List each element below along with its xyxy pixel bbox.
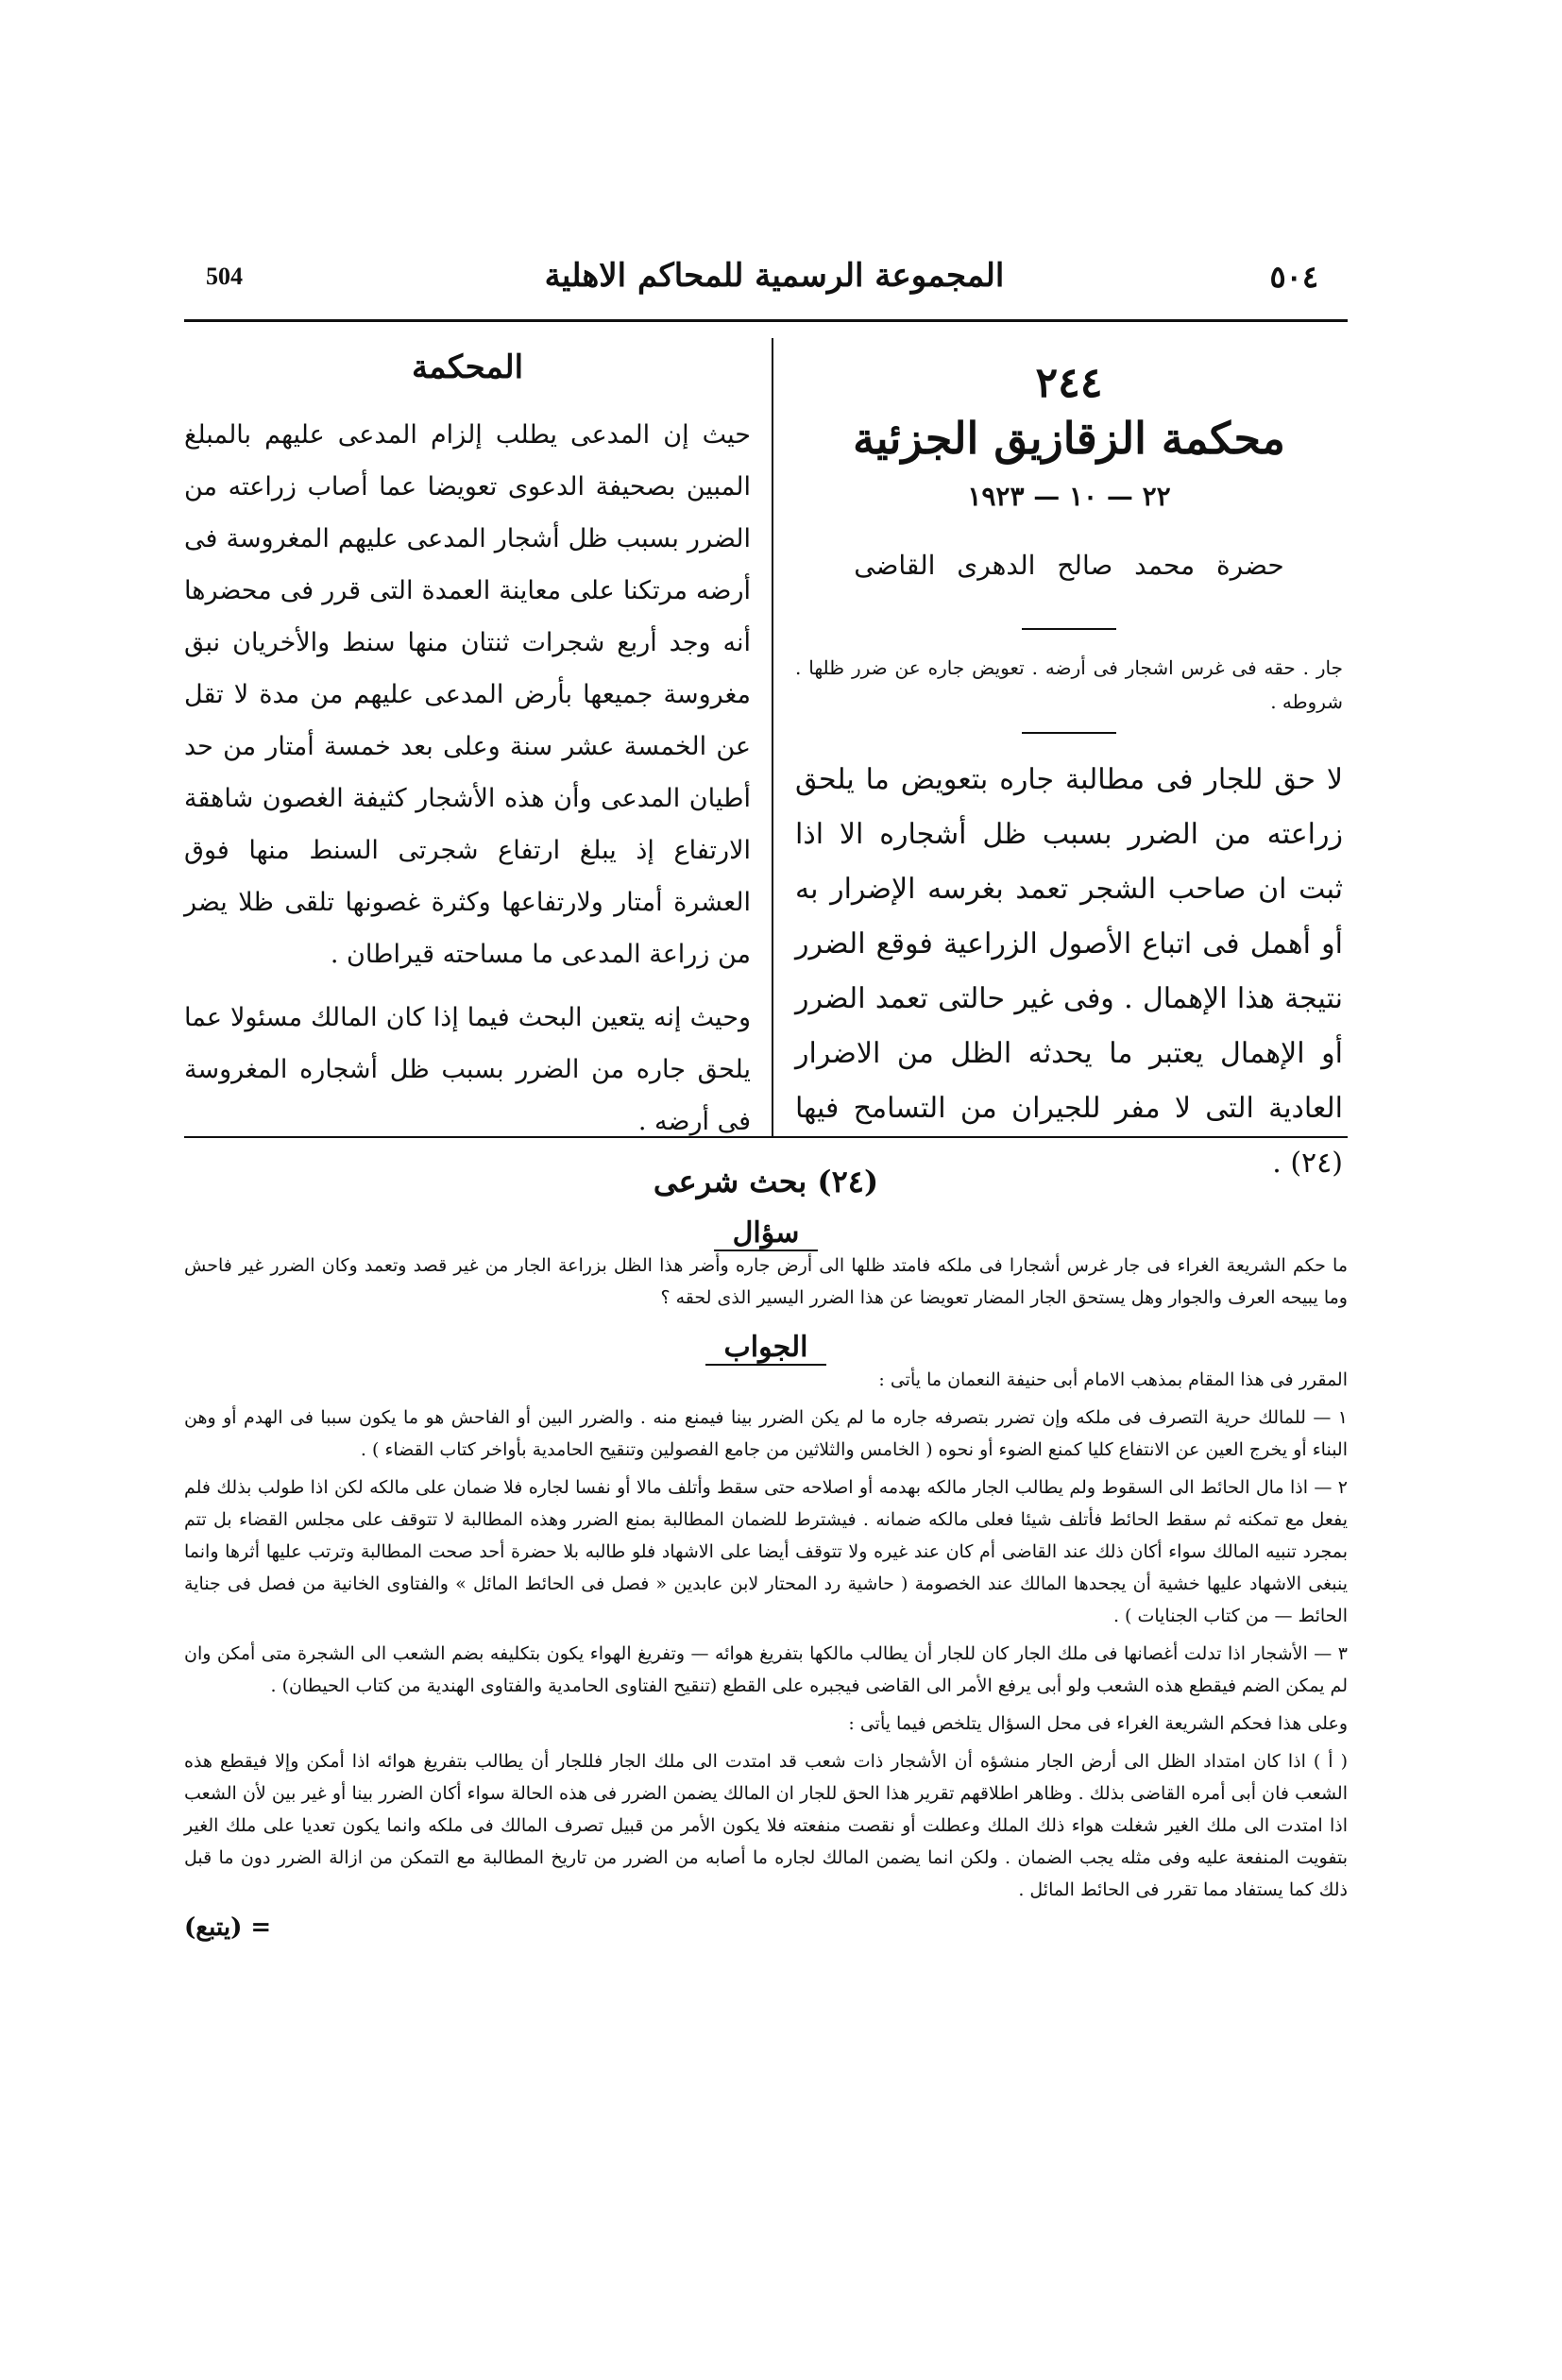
ruling-paragraph: حيث إن المدعى يطلب إلزام المدعى عليهم بالمبلغ المبين بصحيفة الدعوى تعويضا عما أصاب زراعته من الضرر بسبب ظل أشجار المدعى عليهم المغروسة فى أرضه مرتكنا على معاينة العمدة التى قرر فى محضرها أنه وجد أربع شجرات ثنتان منها سنط والأخريان نبق مغروسة جميعها بأرض المدعى عليهم من مدة لا تقل عن الخمسة عشر سنة وعلى بعد خمسة أمتار من حد أطيان المدعى وأن هذه الأشجار كثيفة الغصون شاهقة الارتفاع إذ يبلغ ارتفاع شجرتى السنط منها فوق العشرة أمتار ولارتفاعها وكثرة غصونها تلقى ظلا يضر من زراعة المدعى ما مساحته قيراطان . — [184, 420, 751, 969]
summary-point-a: ( أ ) اذا كان امتداد الظل الى أرض الجار منشؤه أن الأشجار ذات شعب قد امتدت الى ملك الجار فللجار أن يطالب بتفريغ هوائه اذا أمكن وإلا فيقطع هذه الشعب فان أبى أمره القاضى بذلك . وظاهر اطلاقهم تقرير هذا الحق للجار ان المالك يضمن الضرر فى هذه الحالة سواء أكان الضرر بينا أو غير بين لأن الشعب اذا امتدت الى ملك الغير شغلت هواء ذلك الملك وعطلت أو نقصت منفعته فلا يكون الأمر من قبيل تصرف المالك فى ملكه وانما يكون تعديا على ملك الغير بتفويت المنفعة عليه وفى مثله يجب الضمان . ولكن انما يضمن المالك لجاره ما أصابه من الضرر من تاريخ المطالبة مع التمكن من ازالة الضرر دون ما قبل ذلك كما يستفاد مما تقرر فى الحائط المائل . — [184, 1751, 1348, 1900]
case-date: ٢٢ — ١٠ — ١٩٢٣ — [967, 481, 1171, 512]
ruling-paragraph: وحيث إنه يتعين البحث فيما إذا كان المالك مسئولا عما يلحق جاره من الضرر بسبب ظل أشجاره المغروسة فى أرضه . — [184, 1003, 751, 1136]
question-heading-text: سؤال — [714, 1216, 819, 1251]
ruling-column — [184, 342, 751, 1148]
page-number-arabic: ٥٠٤ — [1269, 259, 1318, 295]
legal-research-section — [184, 1164, 1348, 1942]
ruling-title: المحكمة — [411, 348, 524, 386]
header-rule — [184, 319, 1348, 322]
answer-heading-text: الجواب — [705, 1331, 827, 1366]
page-number-latin: 504 — [206, 263, 243, 290]
research-title: (٢٤) بحث شرعى — [653, 1164, 879, 1199]
question-heading — [184, 1216, 1348, 1250]
answer-heading — [184, 1331, 1348, 1364]
column-divider — [772, 338, 773, 1136]
legal-principle: لا حق للجار فى مطالبة جاره بتعويض ما يلحق زراعته من الضرر بسبب ظل أشجاره الا اذا ثبت ان صاحب الشجر تعمد بغرسه الإضرار به أو أهمل فى اتباع الأصول الزراعية فوقع الضرر نتيجة هذا الإهمال . وفى غير حالتى تعمد الضرر أو الإهمال يعتبر ما يحدثه الظل من الاضرار العادية التى لا مفر للجيران من التسامح فيها (٢٤) . — [795, 763, 1343, 1180]
case-keywords: جار . حقه فى غرس اشجار فى أرضه . تعويض جاره عن ضرر ظلها . شروطه . — [795, 656, 1343, 713]
running-header-title: المجموعة الرسمية للمحاكم الاهلية — [544, 257, 1005, 295]
question-text: ما حكم الشريعة الغراء فى جار غرس أشجارا فى ملكه فامتد ظلها الى أرض جاره وأضر هذا الظل بزراعة الجار من غير قصد وتعمد وكان الضرر غير فاحش وما يبيحه العرف والجوار وهل يستحق الجار المضار تعويضا عن هذا الضرر اليسير الذى لحقه ؟ — [184, 1255, 1348, 1308]
summary-intro: وعلى هذا فحكم الشريعة الغراء فى محل السؤال يتلخص فيما يأتى : — [848, 1713, 1348, 1734]
section-rule — [184, 1136, 1348, 1138]
continued-row — [184, 1913, 1348, 1942]
judge-line: حضرة محمد صالح الدهرى القاضى — [854, 550, 1284, 581]
case-number: ٢٤٤ — [1035, 359, 1103, 407]
answer-item: ٣ — الأشجار اذا تدلت أغصانها فى ملك الجار كان للجار أن يطالب مالكها بتفريغ هوائه — وتفريغ الهواء يكون بتكليفه بضم الشعب الى الشجرة متى أمكن وان لم يمكن الضم فيقطع هذه الشعب ولو أبى يرفع الأمر الى القاضى فيجبره على القطع (تنقيح الفتاوى الحامدية والفتاوى الهندية من كتاب الحيطان) . — [184, 1643, 1348, 1696]
court-name: محكمة الزقازيق الجزئية — [853, 413, 1285, 464]
answer-intro: المقرر فى هذا المقام بمذهب الامام أبى حنيفة النعمان ما يأتى : — [878, 1369, 1348, 1390]
answer-item: ١ — للمالك حرية التصرف فى ملكه وإن تضرر بتصرفه جاره ما لم يكن الضرر بينا فيمنع منه . والضرر البين أو الفاحش هو ما يكون سببا فى الهدم أو وهن البناء أو يخرج العين عن الانتفاع كليا كمنع الضوء أو نحوه ( الخامس والثلاثين من جامع الفصولين وتنقيح الحامدية بأواخر كتاب القضاء ) . — [184, 1407, 1348, 1460]
continued-marker: = (يتبع) — [184, 1913, 272, 1942]
case-summary-column — [795, 359, 1343, 1191]
answer-item: ٢ — اذا مال الحائط الى السقوط ولم يطالب الجار مالكه بهدمه أو اصلاحه حتى سقط وأتلف مالا أو نفسا لجاره فلا ضمان على مالكه لكن اذا طولب بذلك فلم يفعل مع تمكنه ثم سقط الحائط فأتلف شيئا فعلى مالكه ضمانه . فيشترط للضمان المطالبة بمنع الضرر وهذه المطالبة لا تتوقف على مجلس القضاء بل تتم بمجرد تنبيه المالك سواء أكان ذلك عند القاضى أم كان عند غيره ولا تتوقف أيضا على الاشهاد فلو طالبه بلا حضرة أحد صحت المطالبة وترتب عليها أثرها وانما ينبغى الاشهاد عليها خشية أن يجحدها المالك عند الخصومة ( حاشية رد المحتار لابن عابدين « فصل فى الحائط المائل » والفتاوى الخانية من فصل فى جناية الحائط — من كتاب الجنايات ) . — [184, 1477, 1348, 1626]
divider — [1022, 628, 1116, 630]
divider — [1022, 732, 1116, 734]
